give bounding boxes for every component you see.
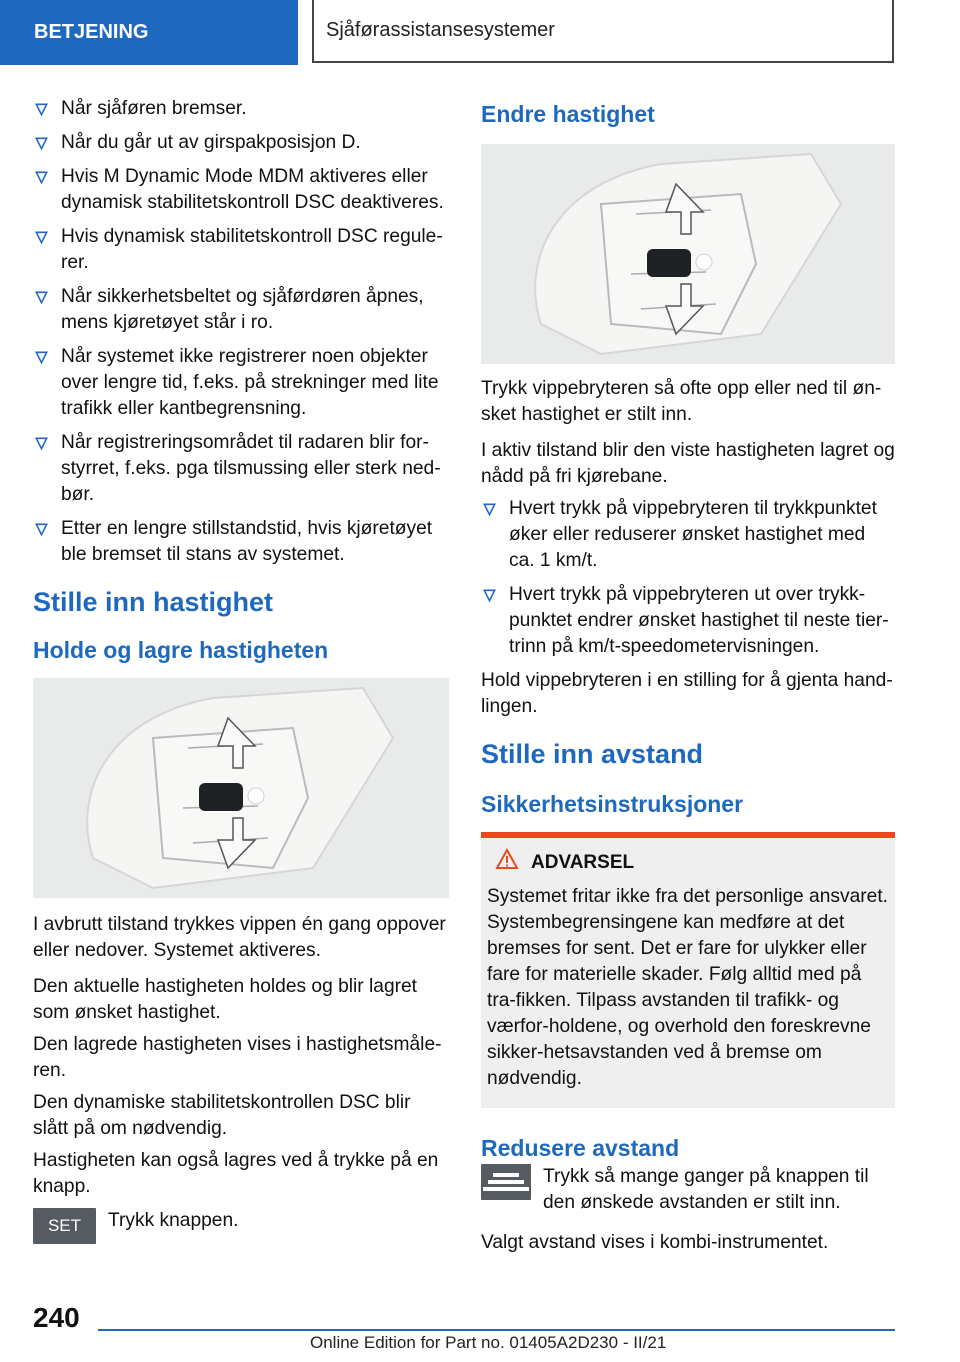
footer-divider: [98, 1329, 895, 1331]
warning-box: [481, 838, 895, 1108]
steering-wheel-illustration: [481, 144, 895, 364]
set-button-icon: SET: [33, 1208, 96, 1244]
section-tab: BETJENING: [0, 0, 298, 65]
distance-button-text: Trykk så mange ganger på knappen til den ønskede avstanden er stilt inn.: [543, 1166, 869, 1213]
list-item: Hvert trykk på vippebryteren til trykkpunktet øker eller reduserer ønsket hastighet med ca. 1 km/t.: [481, 496, 895, 574]
paragraph: I aktiv tilstand blir den viste hastigheten lagret og nådd på fri kjørebane.: [481, 440, 895, 487]
distance-button-row: [481, 1164, 895, 1216]
paragraph: Den aktuelle hastigheten holdes og blir lagret som ønsket hastighet.: [33, 976, 418, 1023]
paragraph: Hastigheten kan også lagres ved å trykke på en knapp.: [33, 1150, 439, 1197]
list-item: Når sikkerhetsbeltet og sjåførdøren åpnes, mens kjøretøyet står i ro.: [33, 284, 449, 336]
paragraph: I avbrutt tilstand trykkes vippen én gang oppover eller nedover. Systemet aktiveres.: [33, 914, 446, 961]
paragraph: Hold vippebryteren i en stilling for å gjenta hand-lingen.: [481, 670, 893, 717]
subsection-heading: Redusere avstand: [481, 1135, 680, 1161]
list-item: Når du går ut av girspakposisjon D.: [33, 130, 449, 156]
triangle-bullet-icon: [483, 496, 496, 524]
paragraph: Den dynamiske stabilitetskontrollen DSC blir slått på om nødvendig.: [33, 1092, 411, 1139]
list-item: Når systemet ikke registrerer noen objekter over lengre tid, f.eks. på strekninger med lite trafikk eller kantbegrensning.: [33, 344, 449, 422]
section-heading: Stille inn hastighet: [33, 587, 274, 617]
triangle-bullet-icon: [35, 516, 48, 544]
paragraph: Valgt avstand vises i kombi-instrumentet.: [481, 1232, 829, 1253]
triangle-bullet-icon: [35, 164, 48, 192]
paragraph: Trykk vippebryteren så ofte opp eller ned til øn-sket hastighet er stilt inn.: [481, 378, 882, 425]
page-title: Sjåførassistansesystemer: [312, 0, 894, 63]
deactivation-list: [33, 96, 449, 568]
subsection-heading: Holde og lagre hastigheten: [33, 637, 329, 663]
steering-wheel-rocker-photo: [481, 144, 895, 364]
list-item: Etter en lengre stillstandstid, hvis kjøretøyet ble bremset til stans av systemet.: [33, 516, 449, 568]
list-item: Hvis M Dynamic Mode MDM aktiveres eller dynamisk stabilitetskontroll DSC deaktiveres.: [33, 164, 449, 216]
warning-triangle-icon: [495, 848, 519, 878]
warning-title: ADVARSEL: [531, 852, 635, 873]
section-heading: Endre hastighet: [481, 101, 655, 127]
triangle-bullet-icon: [35, 96, 48, 124]
warning-text: Systemet fritar ikke fra det personlige ansvaret. Systembegrensingene kan medføre at det bremses for sent. Det er fare for ulykker eller fare for materielle skader. Følg alltid med på tra-fikken. Tilpass avstanden til trafikk- og værfor-holdene, og overhold den foreskrevne sikker-hetsavstanden ved å bremse om nødvendig.: [487, 886, 888, 1089]
left-column: [33, 96, 449, 1244]
triangle-bullet-icon: [35, 130, 48, 158]
steering-wheel-illustration: [33, 678, 449, 898]
set-button-row: [33, 1208, 449, 1244]
section-heading: Stille inn avstand: [481, 739, 704, 769]
triangle-bullet-icon: [35, 224, 48, 252]
subsection-heading: Sikkerhetsinstruksjoner: [481, 791, 744, 817]
list-item: Når registreringsområdet til radaren blir for-styrret, f.eks. pga tilsmussing eller sterk ned-bør.: [33, 430, 449, 508]
list-item: Når sjåføren bremser.: [33, 96, 449, 122]
triangle-bullet-icon: [35, 344, 48, 372]
triangle-bullet-icon: [35, 430, 48, 458]
warning-header: [487, 848, 889, 878]
distance-button-icon: [481, 1164, 531, 1200]
page-number: 240: [33, 1302, 80, 1333]
edition-text: Online Edition for Part no. 01405A2D230 - II/21: [310, 1333, 667, 1352]
list-item: Hvert trykk på vippebryteren ut over trykk-punktet endrer ønsket hastighet til neste tier-trinn på km/t-speedometervisningen.: [481, 582, 895, 660]
list-item: Hvis dynamisk stabilitetskontroll DSC regule-rer.: [33, 224, 449, 276]
rocker-list: [481, 496, 895, 660]
triangle-bullet-icon: [35, 284, 48, 312]
triangle-bullet-icon: [483, 582, 496, 610]
set-button-text: Trykk knappen.: [108, 1210, 239, 1231]
steering-wheel-rocker-photo: [33, 678, 449, 898]
right-column: [481, 96, 895, 1256]
paragraph: Den lagrede hastigheten vises i hastighetsmåle-ren.: [33, 1034, 442, 1081]
